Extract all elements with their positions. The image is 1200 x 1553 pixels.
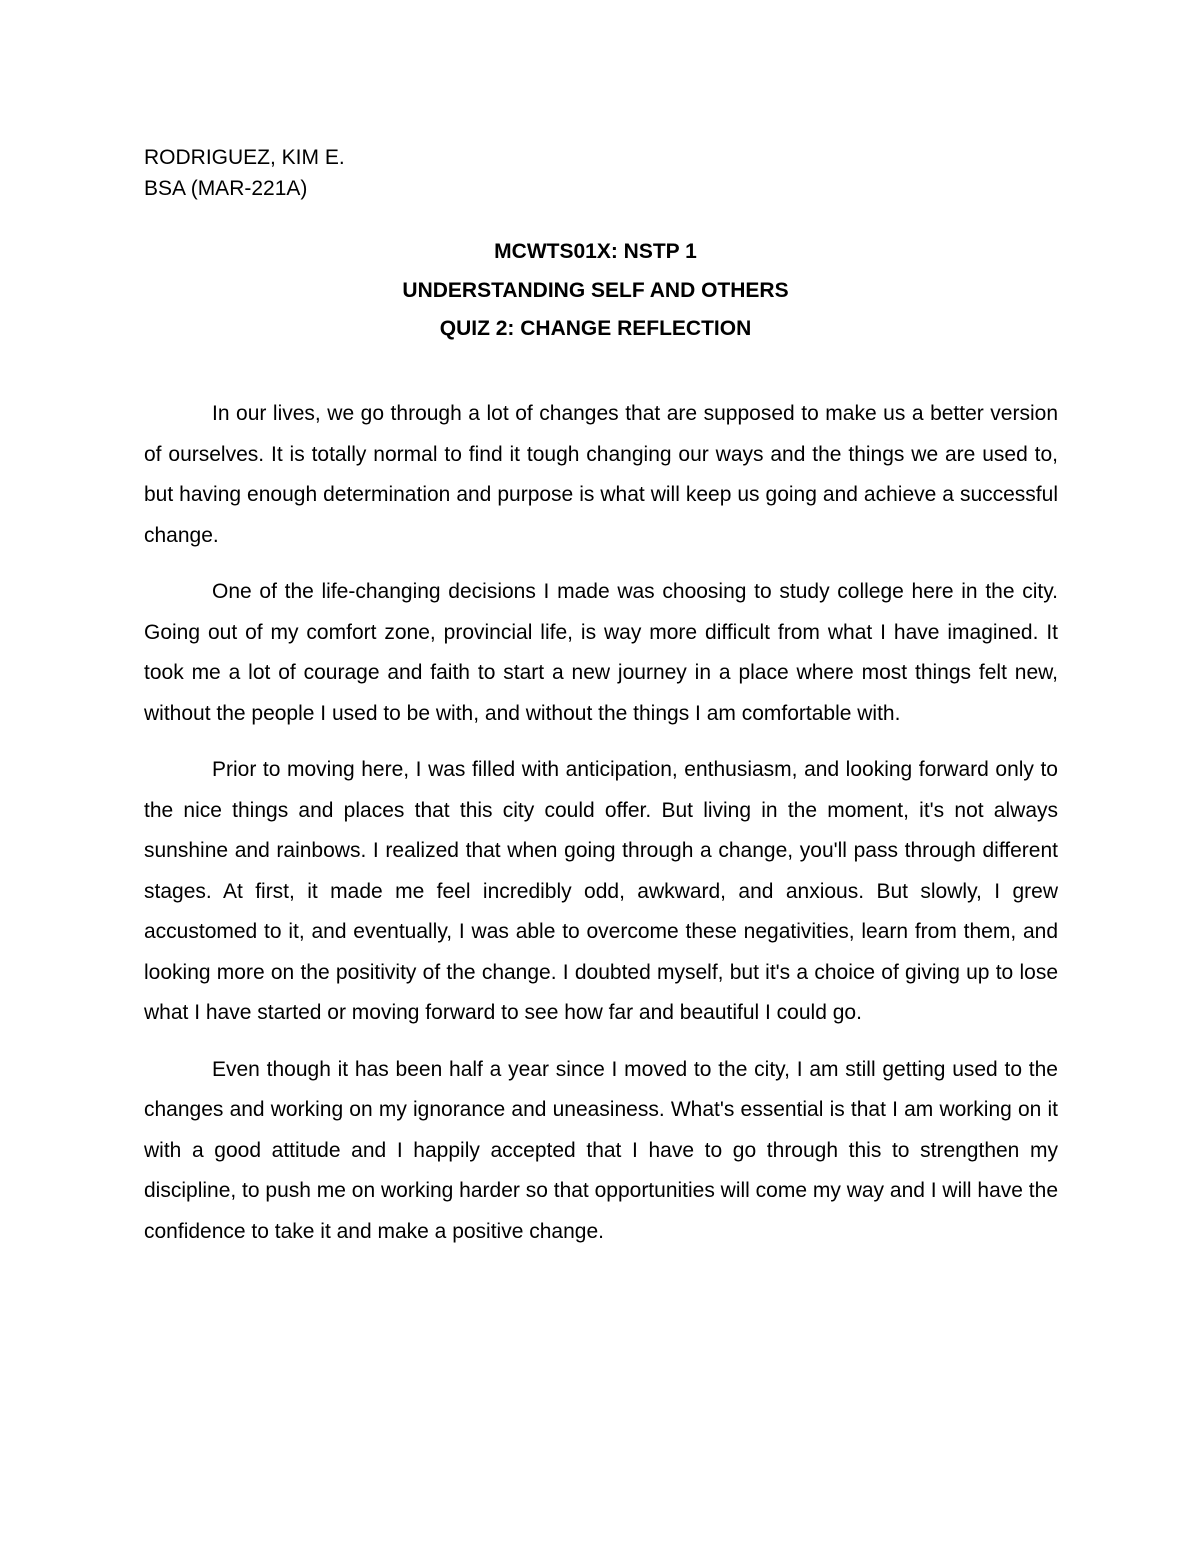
course-title: MCWTS01X: NSTP 1 — [494, 240, 697, 263]
topic-title: UNDERSTANDING SELF AND OTHERS — [402, 278, 789, 302]
student-info — [144, 142, 345, 204]
quiz-title: QUIZ 2: CHANGE REFLECTION — [439, 317, 752, 340]
paragraph-2: One of the life-changing decisions I made was choosing to study college here in the city. Going out of my comfort zone, provincial life, is way more difficult from what I have imagined. It took me a lot of courage and faith to start a new journey in a place where most things felt new, without the people I used to be with, and without the things I am comfortable with. — [144, 580, 1058, 725]
paragraph-3: Prior to moving here, I was filled with anticipation, enthusiasm, and looking forward only to the nice things and places that this city could offer. But living in the moment, it's not always sunshine and rainbows. I realized that when going through a change, you'll pass through different stages. At first, it made me feel incredibly odd, awkward, and anxious. But slowly, I grew accustomed to it, and eventually, I was able to overcome these negativities, learn from them, and looking more on the positivity of the change. I doubted myself, but it's a choice of giving up to lose what I have started or moving forward to see how far and beautiful I could go. — [144, 758, 1058, 1024]
student-name: RODRIGUEZ, KIM E. — [144, 146, 345, 169]
paragraph-1: In our lives, we go through a lot of changes that are supposed to make us a better version of ourselves. It is totally normal to find it tough changing our ways and the things we are used to, but having enough determination and purpose is what will keep us going and achieve a successful change. — [144, 402, 1058, 547]
essay-body — [144, 394, 1058, 1268]
student-section: BSA (MAR-221A) — [144, 177, 308, 200]
document-titles — [144, 233, 1047, 349]
paragraph-4: Even though it has been half a year since I moved to the city, I am still getting used to the changes and working on my ignorance and uneasiness. What's essential is that I am working on it with a good attitude and I happily accepted that I have to go through this to strengthen my discipline, to push me on working harder so that opportunities will come my way and I will have the confidence to take it and make a positive change. — [144, 1057, 1058, 1243]
